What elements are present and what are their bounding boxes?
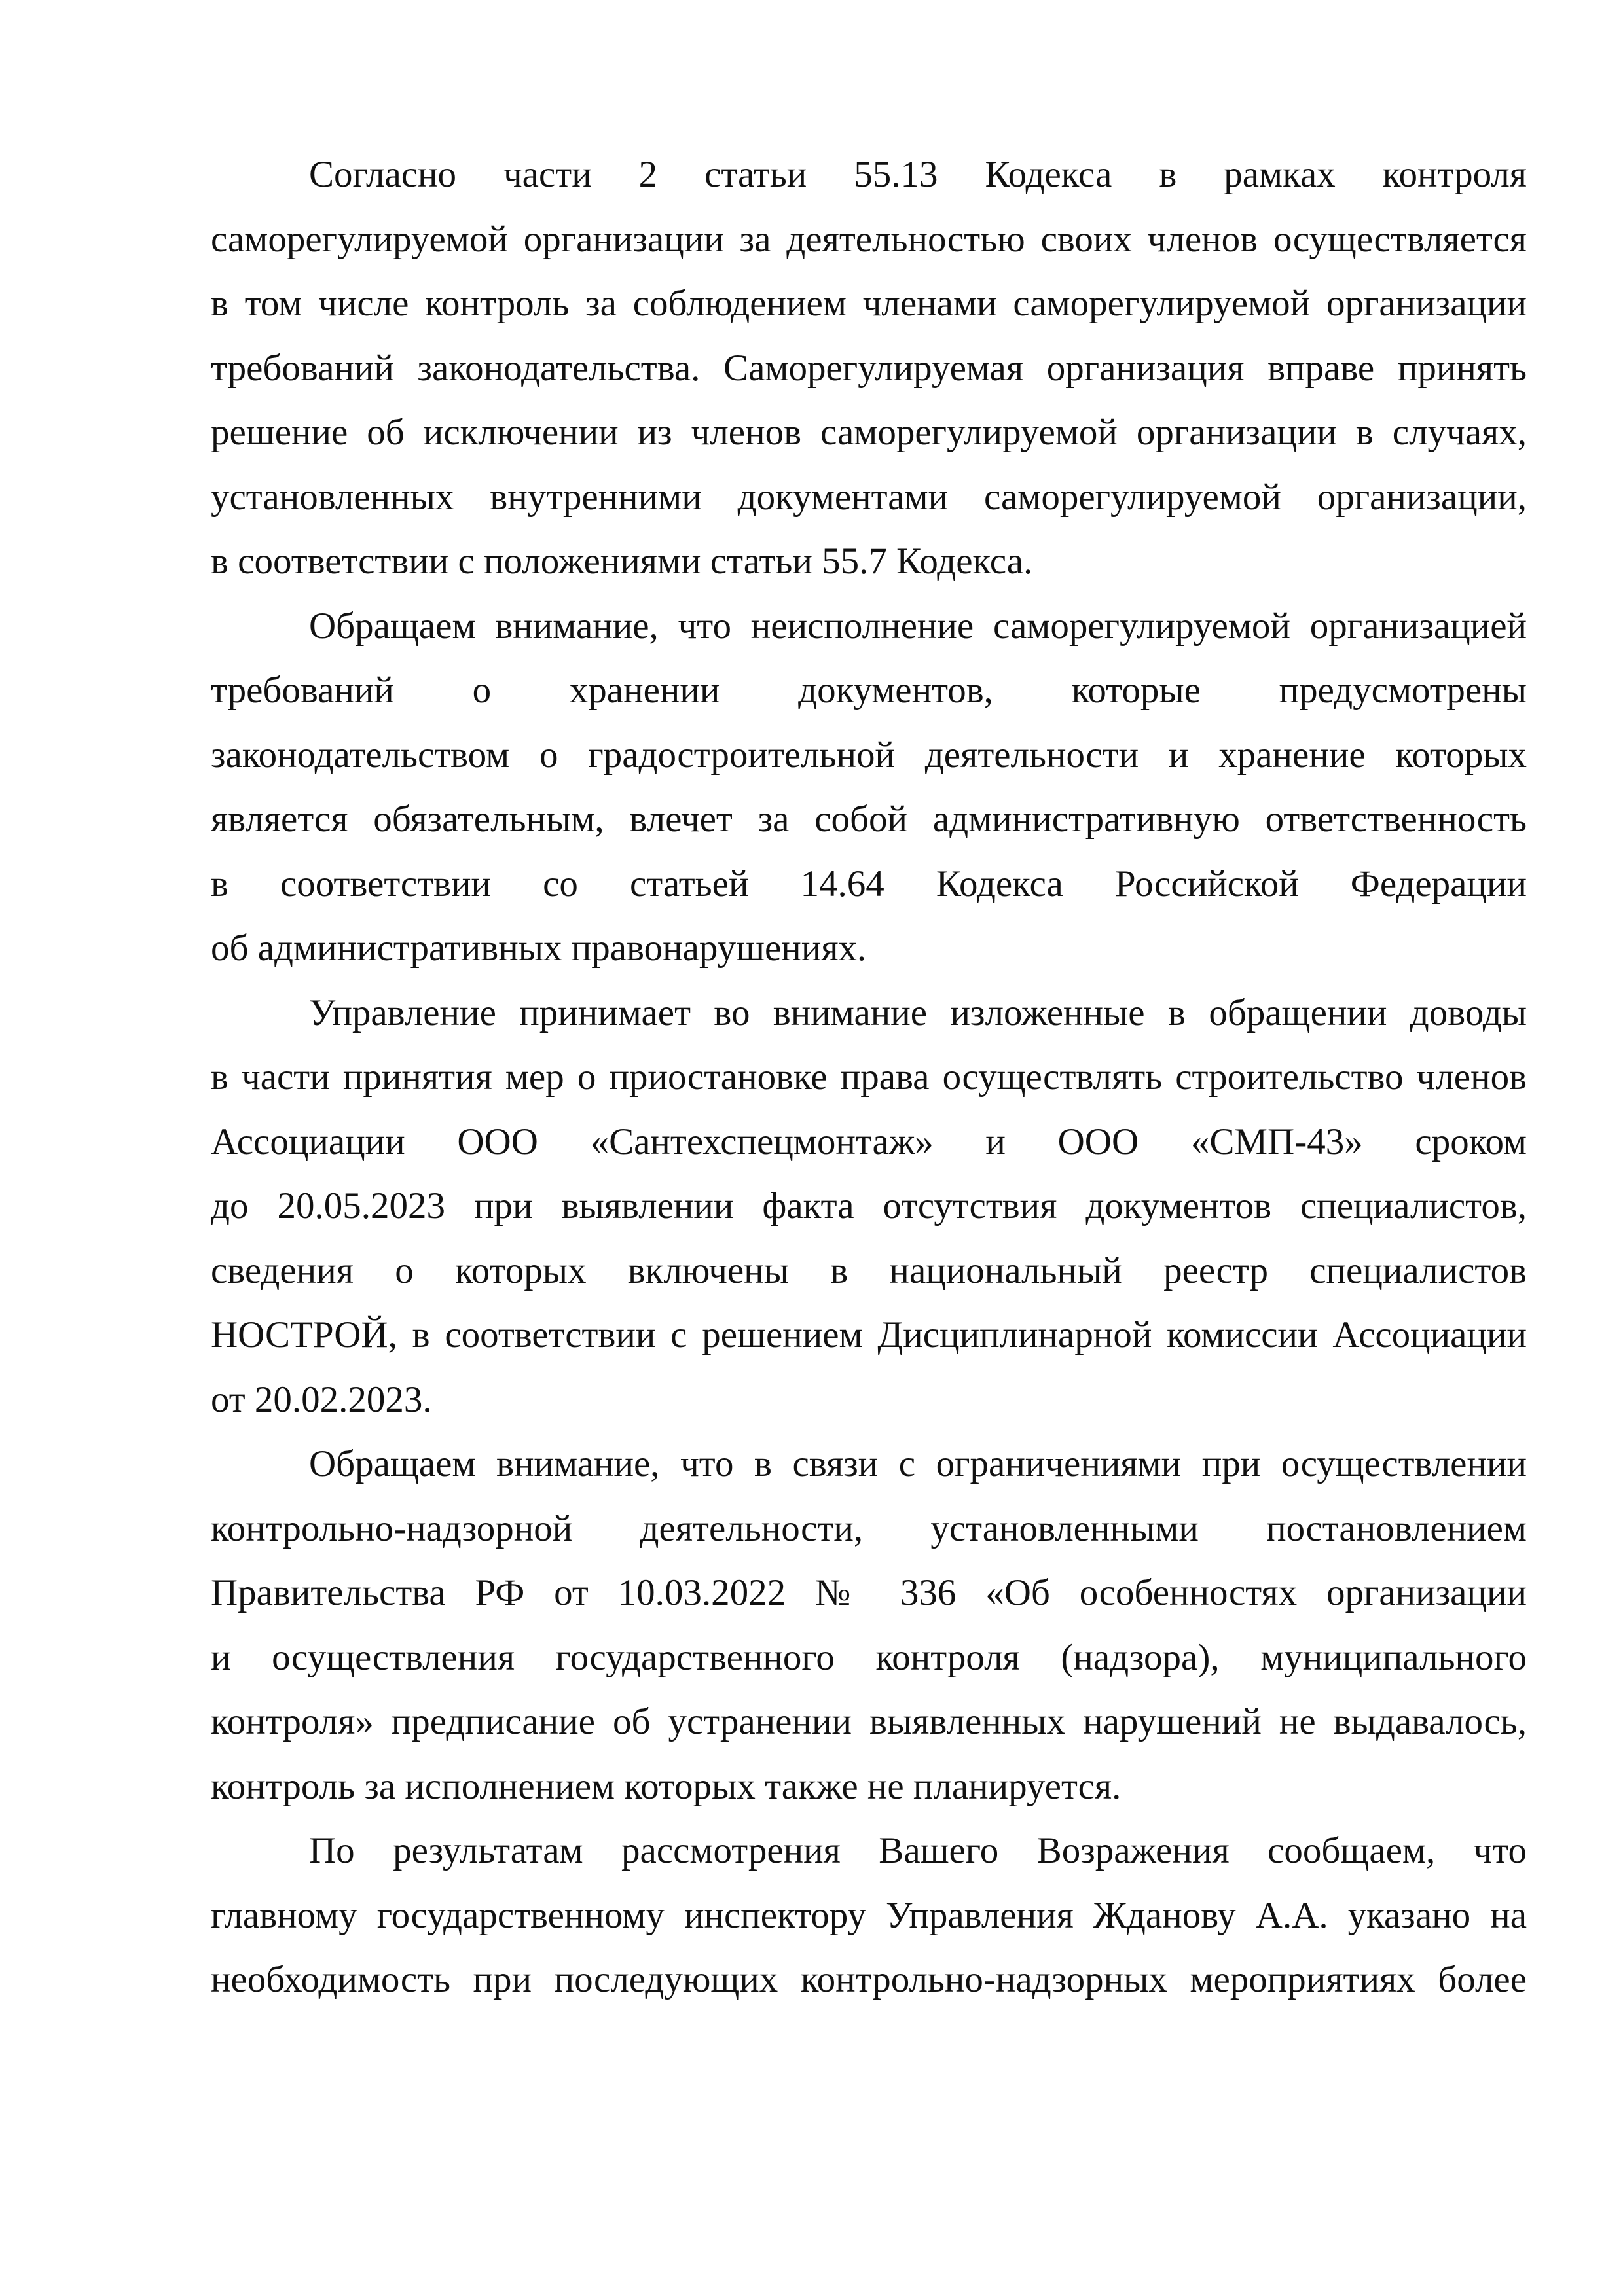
text-line: контрольно-надзорной деятельности, установленными постановлением bbox=[211, 1507, 1527, 1549]
text-line: требований о хранении документов, которые предусмотрены bbox=[211, 670, 1527, 711]
text-line: до 20.05.2023 при выявлении факта отсутствия документов специалистов, bbox=[211, 1185, 1527, 1227]
text-line: Ассоциации ООО «Сантехспецмонтаж» и ООО «СМП-43» сроком bbox=[211, 1121, 1527, 1162]
text-line: в соответствии с положениями статьи 55.7 Кодекса. bbox=[211, 541, 1033, 582]
text-line: Согласно части 2 статьи 55.13 Кодекса в рамках контроля bbox=[309, 154, 1527, 195]
text-line: саморегулируемой организации за деятельностью своих членов осуществляется bbox=[211, 218, 1527, 260]
text-line: контроля» предписание об устранении выявленных нарушений не выдавалось, bbox=[211, 1701, 1527, 1742]
text-line: в части принятия мер о приостановке права осуществлять строительство членов bbox=[211, 1056, 1527, 1098]
text-line: Обращаем внимание, что неисполнение саморегулируемой организацией bbox=[309, 605, 1527, 647]
text-line: решение об исключении из членов саморегулируемой организации в случаях, bbox=[211, 412, 1527, 453]
text-line: является обязательным, влечет за собой административную ответственность bbox=[211, 798, 1527, 840]
text-line: и осуществления государственного контроля (надзора), муниципального bbox=[211, 1636, 1527, 1678]
text-line: главному государственному инспектору Управления Жданову А.А. указано на bbox=[211, 1894, 1527, 1936]
document-body bbox=[211, 143, 1527, 2013]
text-line: Правительства РФ от 10.03.2022 № 336 «Об особенностях организации bbox=[211, 1572, 1527, 1613]
paragraph-5 bbox=[211, 1819, 1527, 2013]
text-line: требований законодательства. Саморегулируемая организация вправе принять bbox=[211, 347, 1527, 389]
paragraph-4 bbox=[211, 1432, 1527, 1819]
text-line: сведения о которых включены в национальный реестр специалистов bbox=[211, 1249, 1527, 1291]
text-line: законодательством о градостроительной деятельности и хранение которых bbox=[211, 734, 1527, 776]
text-line: контроль за исполнением которых также не планируется. bbox=[211, 1765, 1122, 1807]
paragraph-2 bbox=[211, 594, 1527, 981]
text-line: Обращаем внимание, что в связи с ограничениями при осуществлении bbox=[309, 1443, 1527, 1484]
text-line: НОСТРОЙ, в соответствии с решением Дисциплинарной комиссии Ассоциации bbox=[211, 1314, 1527, 1355]
paragraph-3 bbox=[211, 981, 1527, 1433]
text-line: Управление принимает во внимание изложенные в обращении доводы bbox=[309, 992, 1527, 1033]
text-line: По результатам рассмотрения Вашего Возражения сообщаем, что bbox=[309, 1830, 1527, 1871]
text-line: в том числе контроль за соблюдением членами саморегулируемой организации bbox=[211, 283, 1527, 324]
text-line: от 20.02.2023. bbox=[211, 1378, 432, 1420]
text-line: установленных внутренними документами саморегулируемой организации, bbox=[211, 476, 1527, 518]
text-line: в соответствии со статьей 14.64 Кодекса Российской Федерации bbox=[211, 863, 1527, 905]
paragraph-1 bbox=[211, 143, 1527, 594]
text-line: необходимость при последующих контрольно-надзорных мероприятиях более bbox=[211, 1959, 1527, 2000]
text-line: об административных правонарушениях. bbox=[211, 927, 867, 969]
